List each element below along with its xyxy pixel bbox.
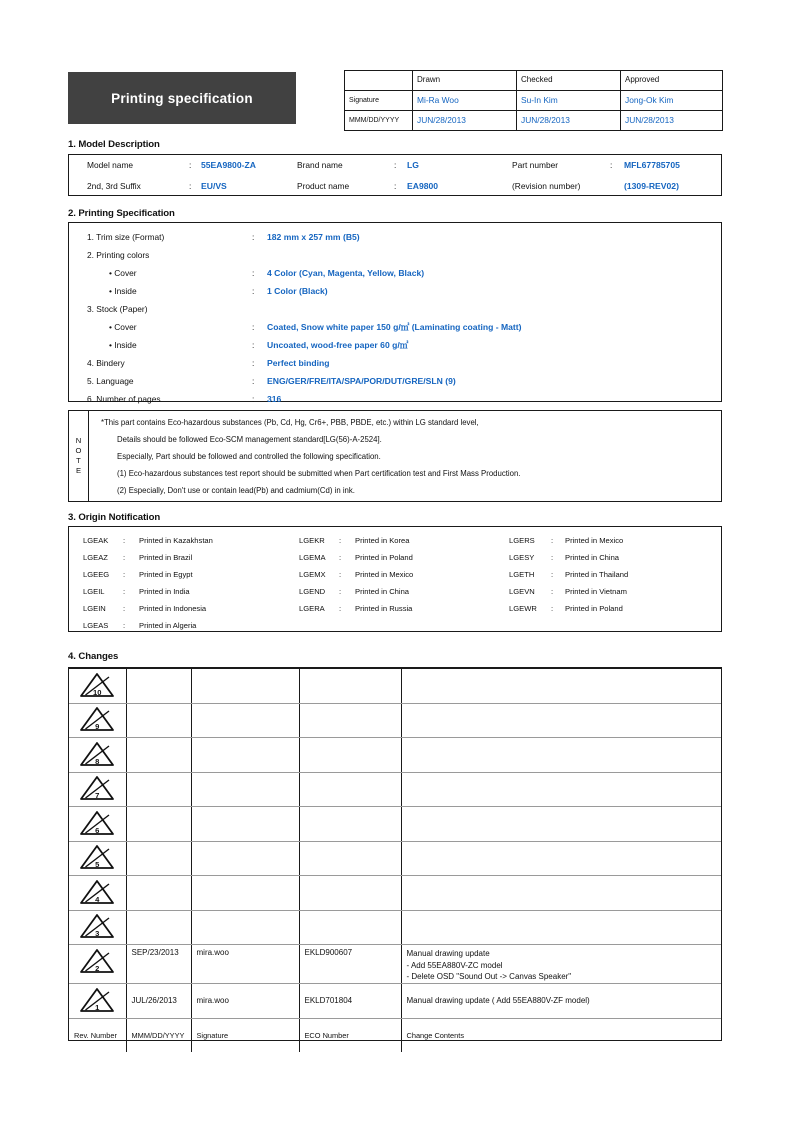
approval-signature-row — [345, 91, 723, 111]
approval-checked-date: JUN/28/2013 — [517, 111, 621, 131]
spec-value: Uncoated, wood-free paper 60 g/㎡ — [267, 340, 409, 350]
origin-code: LGEMA — [299, 553, 326, 562]
approval-approved-date: JUN/28/2013 — [621, 111, 723, 131]
revision-triangle-icon — [79, 913, 115, 939]
origin-notification-box — [68, 526, 722, 632]
revision-signature — [191, 807, 299, 842]
revision-eco-number — [299, 703, 401, 738]
origin-code: LGEIN — [83, 604, 106, 613]
brand-name-label: Brand name — [297, 160, 343, 170]
revision-change-contents — [401, 910, 721, 945]
spec-value: ENG/GER/FRE/ITA/SPA/POR/DUT/GRE/SLN (9) — [267, 376, 456, 386]
spec-label: 2. Printing colors — [87, 250, 150, 260]
table-row — [69, 807, 721, 842]
origin-text: Printed in Indonesia — [139, 604, 207, 613]
origin-code: LGEWR — [509, 604, 537, 613]
section-heading-printing-specification: 2. Printing Specification — [68, 208, 175, 219]
origin-colon: : — [339, 536, 342, 545]
section-heading-model-description: 1. Model Description — [68, 139, 160, 150]
changes-table — [69, 669, 721, 1052]
revision-signature — [191, 703, 299, 738]
origin-colon: : — [339, 553, 342, 562]
note-line: (1) Eco-hazardous substances test report should be submitted when Part certification test and First Mass Production. — [117, 469, 521, 478]
origin-text: Printed in Egypt — [139, 570, 193, 579]
approval-date-row — [345, 111, 723, 131]
revision-change-contents: Manual drawing update - Add 55EA880V-ZC model - Delete OSD "Sound Out -> Canvas Speaker" — [401, 945, 721, 984]
approval-table — [344, 70, 723, 131]
model-name-value: 55EA9800-ZA — [201, 160, 256, 170]
spec-colon: : — [252, 268, 255, 278]
spec-colon: : — [252, 286, 255, 296]
spec-label: 4. Bindery — [87, 358, 125, 368]
table-row — [69, 703, 721, 738]
origin-colon: : — [551, 587, 554, 596]
approval-date-label: MMM/DD/YYYY — [345, 111, 413, 131]
table-row — [69, 738, 721, 773]
table-row — [69, 945, 721, 984]
origin-text: Printed in Vietnam — [565, 587, 627, 596]
model-row — [69, 176, 721, 197]
origin-text: Printed in Korea — [355, 536, 410, 545]
table-row — [69, 876, 721, 911]
spec-colon: : — [252, 340, 255, 350]
revision-change-contents — [401, 876, 721, 911]
document-header — [68, 70, 722, 126]
revision-marker-cell — [69, 772, 126, 807]
spec-label: 1. Trim size (Format) — [87, 232, 165, 242]
revision-marker-cell — [69, 910, 126, 945]
origin-colon: : — [551, 570, 554, 579]
revision-signature: mira.woo — [191, 983, 299, 1018]
changes-col-change-contents: Change Contents — [406, 1030, 465, 1040]
origin-colon: : — [551, 604, 554, 613]
page-title: Printing specification — [68, 72, 296, 124]
suffix-value: EU/VS — [201, 181, 227, 191]
revision-marker-cell — [69, 738, 126, 773]
origin-colon: : — [551, 553, 554, 562]
spec-colon: : — [252, 376, 255, 386]
revision-number: 10 — [93, 687, 102, 697]
revision-number: 7 — [95, 791, 100, 801]
printing-specification-box — [68, 222, 722, 402]
origin-text: Printed in Algeria — [139, 621, 197, 630]
section-heading-origin-notification: 3. Origin Notification — [68, 512, 161, 523]
spec-value: 316 — [267, 394, 282, 404]
revision-signature — [191, 669, 299, 703]
revision-number: 6 — [95, 825, 100, 835]
revision-date — [126, 807, 191, 842]
revision-marker-cell — [69, 876, 126, 911]
origin-colon: : — [123, 536, 126, 545]
revision-number: 2 — [95, 964, 100, 973]
revision-change-contents — [401, 738, 721, 773]
section-heading-changes: 4. Changes — [68, 651, 119, 662]
spec-value: Coated, Snow white paper 150 g/㎡ (Laminating coating - Matt) — [267, 322, 522, 332]
origin-colon: : — [123, 604, 126, 613]
approval-header-row — [345, 71, 723, 91]
spec-value: 1 Color (Black) — [267, 286, 328, 296]
table-row — [69, 983, 721, 1018]
revision-number: 8 — [95, 756, 100, 766]
revision-signature — [191, 876, 299, 911]
spec-value: 4 Color (Cyan, Magenta, Yellow, Black) — [267, 268, 425, 278]
origin-code: LGEKR — [299, 536, 325, 545]
revision-marker-cell — [69, 841, 126, 876]
note-letter: T — [76, 456, 81, 465]
revision-triangle-icon — [79, 948, 115, 974]
spec-label: • Inside — [109, 340, 137, 350]
revision-triangle-icon — [79, 810, 115, 836]
model-name-label: Model name — [87, 160, 134, 170]
spec-label: • Cover — [109, 268, 137, 278]
revision-date — [126, 738, 191, 773]
origin-colon: : — [123, 570, 126, 579]
origin-text: Printed in Mexico — [565, 536, 624, 545]
note-letter: O — [75, 446, 82, 455]
revision-number: 3 — [95, 929, 100, 939]
revision-triangle-icon — [79, 775, 115, 801]
revision-eco-number — [299, 669, 401, 703]
spec-label: • Inside — [109, 286, 137, 296]
revision-date — [126, 876, 191, 911]
approval-col-drawn: Drawn — [413, 71, 517, 91]
spec-label: • Cover — [109, 322, 137, 332]
revision-triangle-icon — [79, 987, 115, 1013]
table-row — [69, 910, 721, 945]
changes-box — [68, 667, 722, 1041]
revision-change-contents — [401, 703, 721, 738]
revision-date: JUL/26/2013 — [126, 983, 191, 1018]
revision-triangle-icon — [79, 672, 115, 698]
revision-marker-cell — [69, 983, 126, 1018]
origin-text: Printed in Poland — [565, 604, 623, 613]
spec-value: Perfect binding — [267, 358, 330, 368]
approval-col-approved: Approved — [621, 71, 723, 91]
product-name-value: EA9800 — [407, 181, 439, 191]
origin-text: Printed in Russia — [355, 604, 413, 613]
model-name-colon: : — [189, 160, 192, 170]
part-number-colon: : — [610, 160, 613, 170]
part-number-value: MFL67785705 — [624, 160, 680, 170]
revision-eco-number — [299, 910, 401, 945]
origin-text: Printed in Poland — [355, 553, 413, 562]
origin-code: LGEAZ — [83, 553, 108, 562]
approval-col-blank — [345, 71, 413, 91]
spec-label: 3. Stock (Paper) — [87, 304, 148, 314]
approval-drawn-date: JUN/28/2013 — [413, 111, 517, 131]
brand-name-colon: : — [394, 160, 397, 170]
table-row — [69, 772, 721, 807]
revision-triangle-icon — [79, 741, 115, 767]
origin-code: LGESY — [509, 553, 535, 562]
product-name-label: Product name — [297, 181, 350, 191]
spec-colon: : — [252, 358, 255, 368]
origin-text: Printed in China — [355, 587, 410, 596]
revision-date — [126, 841, 191, 876]
origin-code: LGEAK — [83, 536, 109, 545]
changes-col-signature: Signature — [191, 1018, 299, 1052]
origin-code: LGEND — [299, 587, 326, 596]
note-line: (2) Especially, Don't use or contain lead(Pb) and cadmium(Cd) in ink. — [117, 486, 355, 495]
origin-code: LGEEG — [83, 570, 110, 579]
revision-eco-number — [299, 772, 401, 807]
brand-name-value: LG — [407, 160, 419, 170]
approval-col-checked: Checked — [517, 71, 621, 91]
origin-text: Printed in India — [139, 587, 190, 596]
origin-colon: : — [123, 587, 126, 596]
origin-colon: : — [339, 604, 342, 613]
revision-triangle-icon — [79, 706, 115, 732]
revision-marker-cell — [69, 807, 126, 842]
model-description-box — [68, 154, 722, 196]
model-row — [69, 155, 721, 176]
revision-signature — [191, 841, 299, 876]
note-letter: E — [75, 466, 82, 475]
revision-date — [126, 772, 191, 807]
approval-checked-signature: Su-In Kim — [517, 91, 621, 111]
revision-eco-number — [299, 841, 401, 876]
approval-row-label: Signature — [345, 91, 413, 111]
revision-number: 4 — [95, 894, 100, 904]
spec-value: 182 mm x 257 mm (B5) — [267, 232, 360, 242]
revision-eco-number — [299, 807, 401, 842]
revision-eco-number — [299, 738, 401, 773]
origin-text: Printed in China — [565, 553, 620, 562]
approval-drawn-signature: Mi-Ra Woo — [413, 91, 517, 111]
revision-number-label: (Revision number) — [512, 181, 581, 191]
revision-eco-number — [299, 876, 401, 911]
origin-text: Printed in Brazil — [139, 553, 193, 562]
revision-signature — [191, 910, 299, 945]
revision-signature: mira.woo — [191, 945, 299, 984]
revision-change-contents — [401, 807, 721, 842]
revision-marker-cell — [69, 669, 126, 703]
suffix-colon: : — [189, 181, 192, 191]
revision-change-contents — [401, 669, 721, 703]
revision-number: 5 — [95, 860, 100, 870]
origin-code: LGEIL — [83, 587, 105, 596]
revision-marker-cell — [69, 945, 126, 984]
origin-text: Printed in Thailand — [565, 570, 629, 579]
spec-label: 5. Language — [87, 376, 134, 386]
origin-code: LGERA — [299, 604, 325, 613]
changes-col-rev-number: Rev. Number — [69, 1018, 126, 1052]
changes-col-date: MMM/DD/YYYY — [126, 1018, 191, 1052]
note-line: Especially, Part should be followed and controlled the following specification. — [117, 452, 381, 461]
revision-number-value: (1309-REV02) — [624, 181, 679, 191]
origin-code: LGEMX — [299, 570, 326, 579]
spec-colon: : — [252, 322, 255, 332]
revision-triangle-icon — [79, 879, 115, 905]
note-letter: N — [75, 436, 82, 445]
origin-code: LGEAS — [83, 621, 109, 630]
table-footer-row — [69, 1018, 721, 1052]
revision-triangle-icon — [79, 844, 115, 870]
revision-signature — [191, 772, 299, 807]
revision-eco-number: EKLD900607 — [299, 945, 401, 984]
spec-colon: : — [252, 394, 255, 404]
revision-signature — [191, 738, 299, 773]
part-number-label: Part number — [512, 160, 559, 170]
suffix-label: 2nd, 3rd Suffix — [87, 181, 141, 191]
revision-number: 9 — [95, 722, 100, 732]
origin-code: LGEVN — [509, 587, 535, 596]
revision-eco-number: EKLD701804 — [299, 983, 401, 1018]
origin-colon: : — [339, 587, 342, 596]
revision-date — [126, 703, 191, 738]
revision-number: 1 — [95, 1002, 100, 1012]
origin-colon: : — [123, 553, 126, 562]
table-row — [69, 669, 721, 703]
origin-text: Printed in Mexico — [355, 570, 414, 579]
revision-change-contents — [401, 841, 721, 876]
product-name-colon: : — [394, 181, 397, 191]
origin-colon: : — [123, 621, 126, 630]
revision-date — [126, 669, 191, 703]
revision-date — [126, 910, 191, 945]
origin-code: LGETH — [509, 570, 535, 579]
revision-marker-cell — [69, 703, 126, 738]
origin-code: LGERS — [509, 536, 535, 545]
origin-colon: : — [551, 536, 554, 545]
note-side-label — [69, 411, 89, 501]
spec-label: 6. Number of pages — [87, 394, 161, 404]
approval-approved-signature: Jong-Ok Kim — [621, 91, 723, 111]
origin-colon: : — [339, 570, 342, 579]
spec-colon: : — [252, 232, 255, 242]
table-row — [69, 841, 721, 876]
note-line: *This part contains Eco-hazardous substances (Pb, Cd, Hg, Cr6+, PBB, PBDE, etc.) within LG standard level, — [101, 418, 479, 427]
revision-change-contents: Manual drawing update ( Add 55EA880V-ZF model) — [401, 983, 721, 1018]
revision-date: SEP/23/2013 — [126, 945, 191, 984]
origin-text: Printed in Kazakhstan — [139, 536, 213, 545]
revision-change-contents — [401, 772, 721, 807]
changes-col-eco-number: ECO Number — [299, 1018, 401, 1052]
note-line: Details should be followed Eco-SCM management standard[LG(56)-A-2524]. — [117, 435, 382, 444]
note-box — [68, 410, 722, 502]
